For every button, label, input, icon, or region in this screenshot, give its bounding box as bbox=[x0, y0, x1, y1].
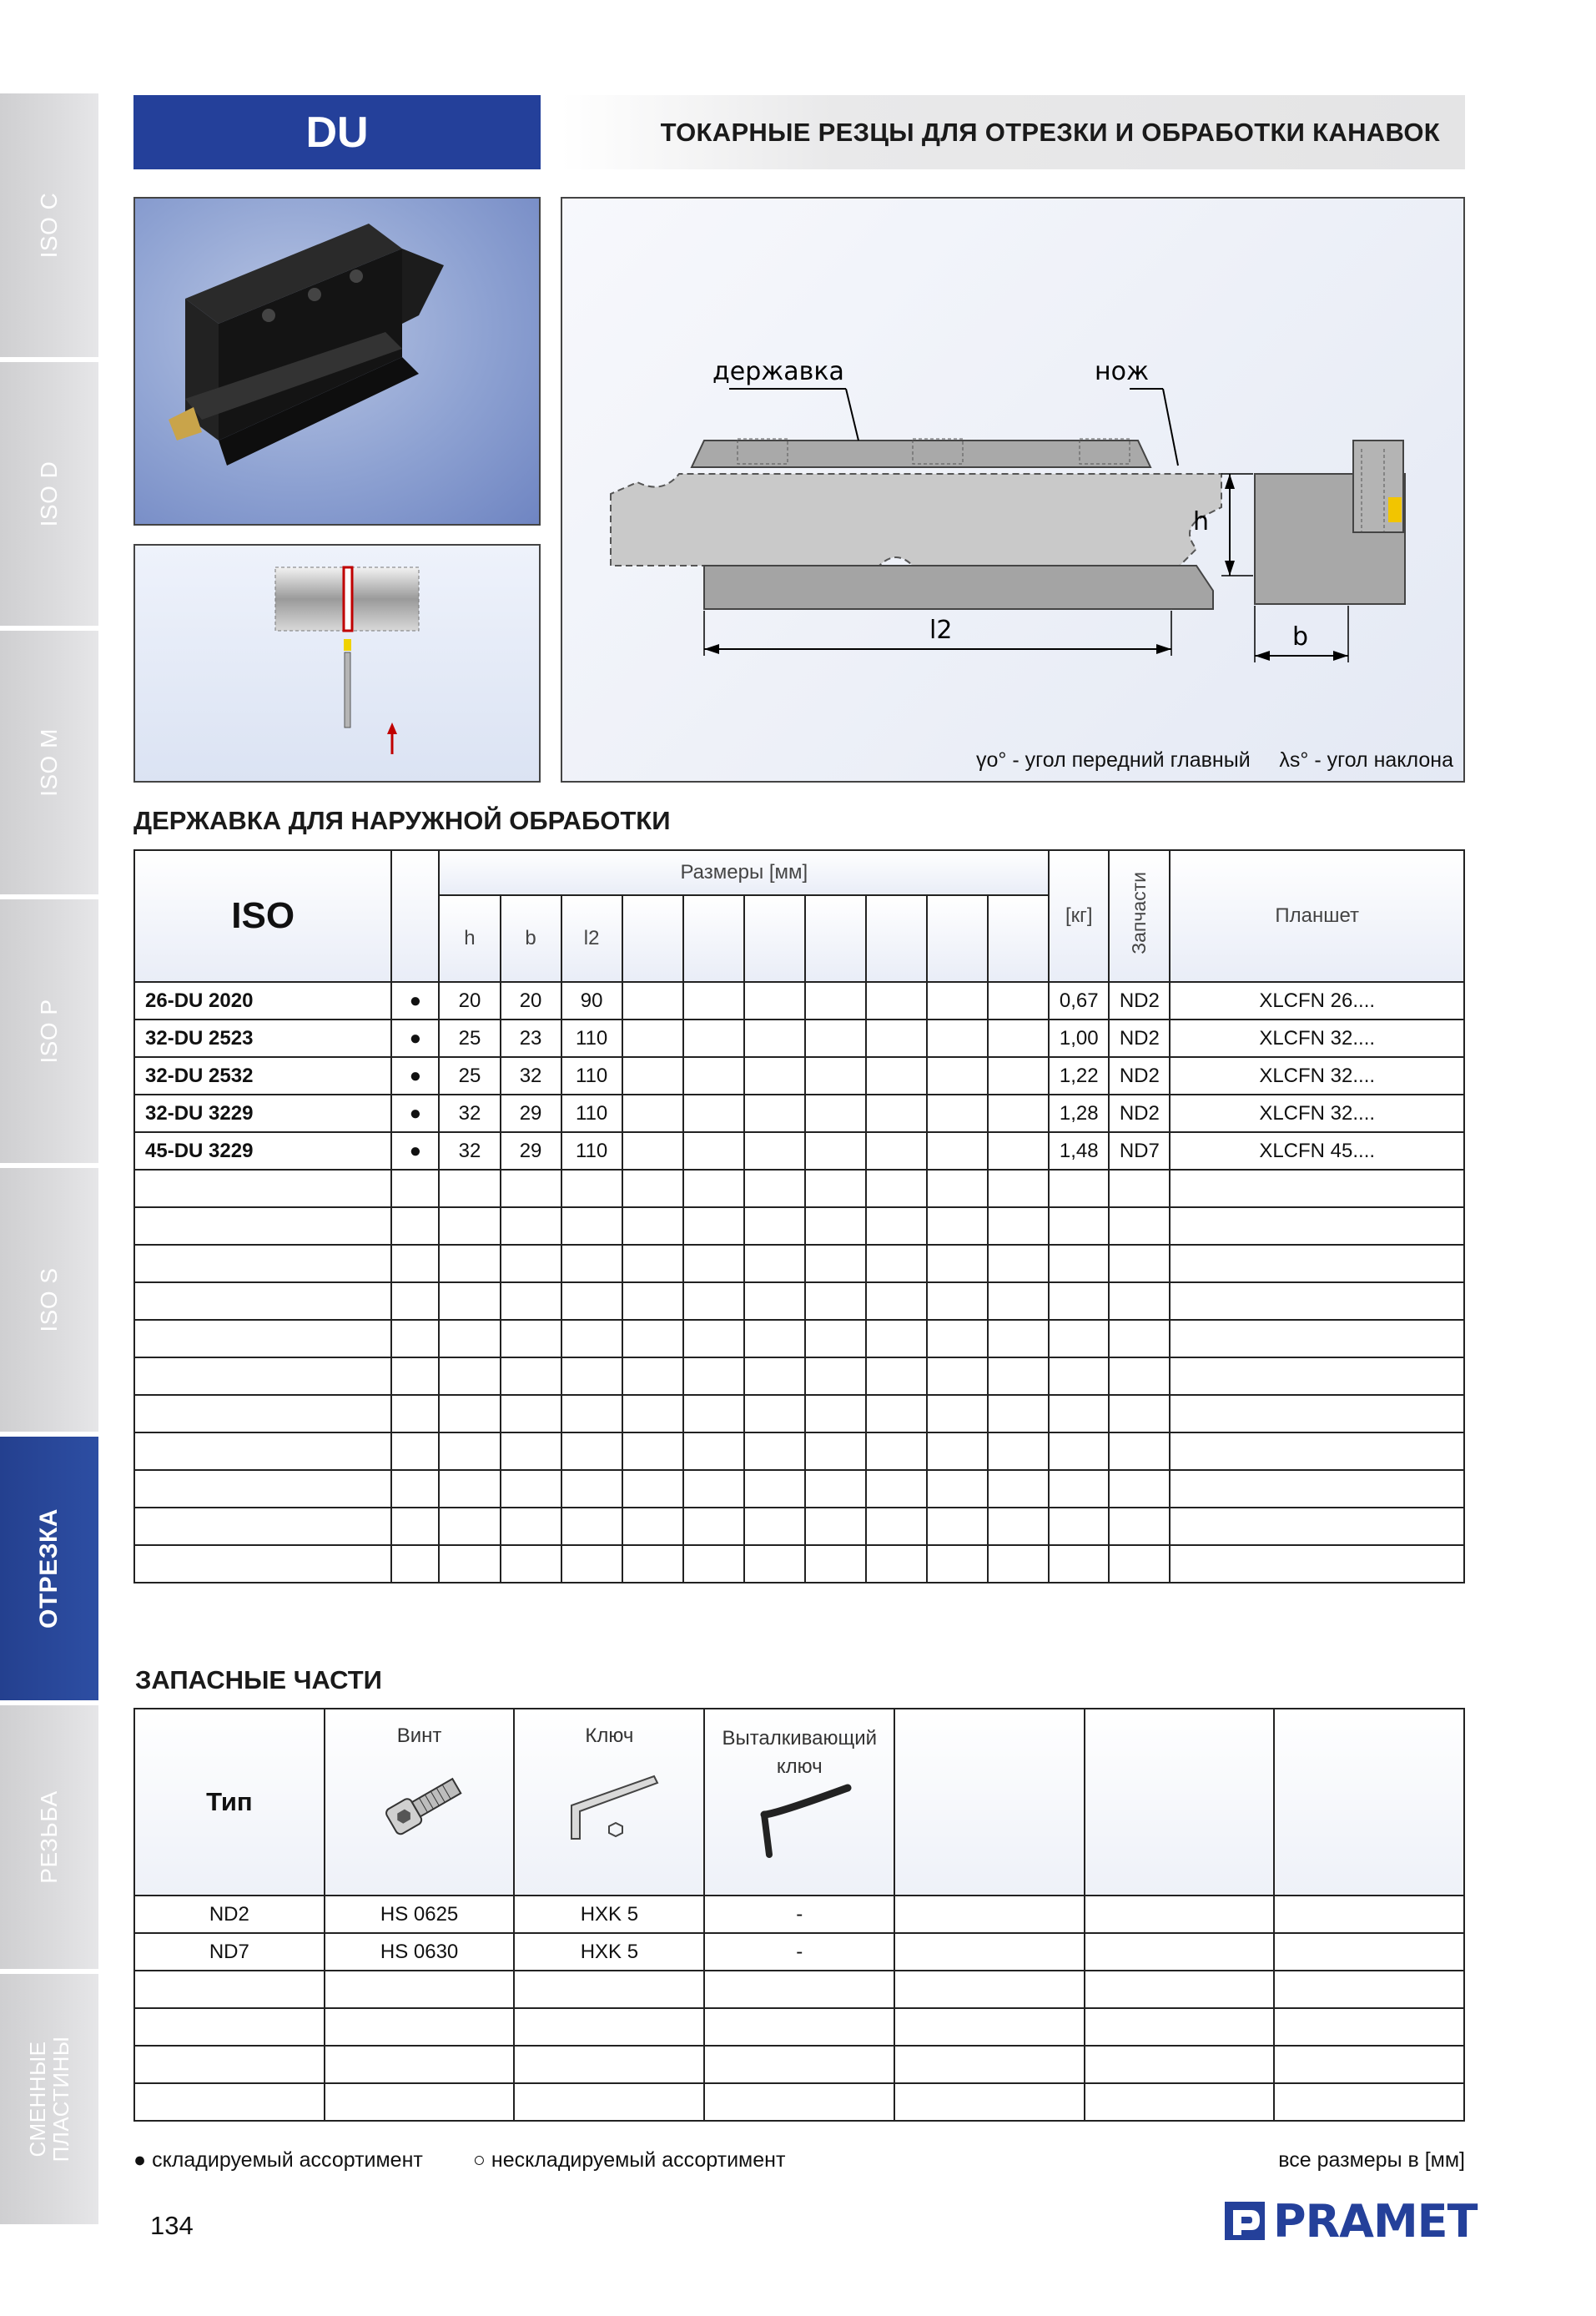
filled-circle-icon: ● bbox=[133, 2148, 147, 2172]
screw-icon bbox=[370, 1760, 470, 1851]
legend-stock bbox=[133, 2148, 423, 2173]
dims-header: Размеры [мм] bbox=[439, 850, 1049, 895]
label-l2: l2 bbox=[929, 616, 953, 645]
screw-cell: HS 0630 bbox=[325, 1933, 515, 1971]
empty-header bbox=[894, 1709, 1085, 1896]
spares-cell: ND2 bbox=[1109, 1020, 1170, 1057]
sidebar-tab-label: ОТРЕЗКА bbox=[35, 1508, 63, 1629]
screw-header bbox=[325, 1709, 515, 1896]
sidebar bbox=[0, 93, 100, 2229]
sidebar-tab-iso-d[interactable] bbox=[0, 362, 98, 626]
h-cell: 32 bbox=[439, 1132, 500, 1170]
plate-cell: XLCFN 32.... bbox=[1170, 1057, 1464, 1095]
eject-key-header-label-2: ключ bbox=[776, 1755, 823, 1778]
sidebar-tab-iso-m[interactable] bbox=[0, 631, 98, 894]
angle-note-inclination: λs° - угол наклона bbox=[1279, 748, 1453, 772]
h-cell: 20 bbox=[439, 982, 500, 1020]
sidebar-tab-label: ISO M bbox=[36, 728, 62, 797]
legend-stock-label: складируемый ассортимент bbox=[152, 2148, 423, 2172]
iso-cell: 26-DU 2020 bbox=[134, 982, 391, 1020]
h-cell: 25 bbox=[439, 1057, 500, 1095]
table-row bbox=[134, 1095, 1464, 1132]
sidebar-tab-iso-s[interactable] bbox=[0, 1168, 98, 1432]
table-row bbox=[134, 1020, 1464, 1057]
b-cell: 29 bbox=[501, 1095, 561, 1132]
screw-cell: HS 0625 bbox=[325, 1896, 515, 1933]
b-cell: 23 bbox=[501, 1020, 561, 1057]
holder-table bbox=[133, 849, 1465, 1583]
product-photo bbox=[133, 197, 541, 526]
empty-header bbox=[927, 895, 988, 982]
stock-cell: ● bbox=[391, 1132, 439, 1170]
weight-cell: 1,48 bbox=[1049, 1132, 1109, 1170]
iso-cell: 32-DU 2532 bbox=[134, 1057, 391, 1095]
l2-cell: 90 bbox=[561, 982, 622, 1020]
spares-cell: ND7 bbox=[1109, 1132, 1170, 1170]
empty-row bbox=[134, 1320, 1464, 1357]
empty-header bbox=[622, 895, 683, 982]
screw-header-label: Винт bbox=[396, 1724, 442, 1747]
b-cell: 29 bbox=[501, 1132, 561, 1170]
spare-section-title: ЗАПАСНЫЕ ЧАСТИ bbox=[135, 1665, 382, 1694]
empty-row bbox=[134, 2046, 1464, 2083]
units-note: все размеры в [мм] bbox=[1278, 2148, 1465, 2172]
b-cell: 32 bbox=[501, 1057, 561, 1095]
stock-cell: ● bbox=[391, 982, 439, 1020]
table-row bbox=[134, 1896, 1464, 1933]
h-cell: 32 bbox=[439, 1095, 500, 1132]
empty-row bbox=[134, 1282, 1464, 1320]
operation-sketch bbox=[133, 544, 541, 783]
empty-row bbox=[134, 1207, 1464, 1245]
col-h-header: h bbox=[439, 895, 500, 982]
empty-row bbox=[134, 1357, 1464, 1395]
weight-cell: 1,00 bbox=[1049, 1020, 1109, 1057]
holder-section-title: ДЕРЖАВКА ДЛЯ НАРУЖНОЙ ОБРАБОТКИ bbox=[133, 806, 671, 835]
empty-row bbox=[134, 1470, 1464, 1508]
empty-header bbox=[1085, 1709, 1275, 1896]
key-header-label: Ключ bbox=[585, 1724, 634, 1747]
eject-cell: - bbox=[704, 1933, 894, 1971]
col-l2-header: l2 bbox=[561, 895, 622, 982]
stock-cell: ● bbox=[391, 1057, 439, 1095]
table-row bbox=[134, 1933, 1464, 1971]
empty-row bbox=[134, 2008, 1464, 2046]
plate-cell: XLCFN 26.... bbox=[1170, 982, 1464, 1020]
page-title: ТОКАРНЫЕ РЕЗЦЫ ДЛЯ ОТРЕЗКИ И ОБРАБОТКИ КАНАВОК bbox=[660, 117, 1440, 147]
iso-header-label: ISO bbox=[231, 895, 295, 936]
plate-cell: XLCFN 45.... bbox=[1170, 1132, 1464, 1170]
brand-logo bbox=[1223, 2196, 1477, 2246]
label-blade: нож bbox=[1095, 357, 1149, 386]
sidebar-tab-label: ISO C bbox=[36, 192, 62, 259]
empty-row bbox=[134, 1432, 1464, 1470]
hex-key-icon bbox=[551, 1760, 667, 1851]
empty-header bbox=[683, 895, 744, 982]
empty-row bbox=[134, 1545, 1464, 1583]
label-b: b bbox=[1292, 622, 1309, 652]
sidebar-tab-threading[interactable] bbox=[0, 1705, 98, 1969]
empty-header bbox=[1274, 1709, 1464, 1896]
l2-cell: 110 bbox=[561, 1020, 622, 1057]
spares-cell: ND2 bbox=[1109, 1095, 1170, 1132]
table-row bbox=[134, 1132, 1464, 1170]
logo-text: PRAMET bbox=[1273, 2194, 1478, 2248]
l2-cell: 110 bbox=[561, 1132, 622, 1170]
plate-cell: XLCFN 32.... bbox=[1170, 1095, 1464, 1132]
sidebar-tab-inserts[interactable] bbox=[0, 1974, 98, 2224]
product-code: DU bbox=[305, 108, 369, 157]
empty-circle-icon: ○ bbox=[472, 2148, 486, 2172]
spare-parts-table bbox=[133, 1708, 1465, 2122]
angle-legend bbox=[976, 748, 1453, 773]
type-cell: ND2 bbox=[134, 1896, 325, 1933]
empty-row bbox=[134, 1170, 1464, 1207]
iso-cell: 32-DU 3229 bbox=[134, 1095, 391, 1132]
key-cell: HXK 5 bbox=[514, 1933, 704, 1971]
empty-row bbox=[134, 1395, 1464, 1432]
plate-cell: XLCFN 32.... bbox=[1170, 1020, 1464, 1057]
col-b-header: b bbox=[501, 895, 561, 982]
weight-cell: 1,22 bbox=[1049, 1057, 1109, 1095]
spares-cell: ND2 bbox=[1109, 1057, 1170, 1095]
eject-key-header-label-1: Выталкивающий bbox=[722, 1727, 878, 1750]
b-cell: 20 bbox=[501, 982, 561, 1020]
empty-header bbox=[866, 895, 927, 982]
h-cell: 25 bbox=[439, 1020, 500, 1057]
sidebar-tab-label: ISO D bbox=[36, 461, 62, 527]
empty-header bbox=[988, 895, 1049, 982]
type-cell: ND7 bbox=[134, 1933, 325, 1971]
eject-key-header bbox=[704, 1709, 894, 1896]
sidebar-tab-iso-p[interactable] bbox=[0, 899, 98, 1163]
sidebar-tab-label: ISO S bbox=[36, 1267, 62, 1332]
empty-header bbox=[744, 895, 805, 982]
label-h: h bbox=[1193, 507, 1210, 536]
angle-note-rake: γo° - угол передний главный bbox=[976, 748, 1251, 772]
weight-cell: 0,67 bbox=[1049, 982, 1109, 1020]
label-holder: державка bbox=[712, 357, 844, 386]
empty-row bbox=[134, 1971, 1464, 2008]
page-number: 134 bbox=[150, 2211, 194, 2240]
iso-cell: 32-DU 2523 bbox=[134, 1020, 391, 1057]
sidebar-tab-label: РЕЗЬБА bbox=[36, 1790, 62, 1884]
legend-nonstock bbox=[473, 2148, 786, 2173]
spares-header bbox=[1109, 850, 1170, 982]
technical-drawing bbox=[561, 197, 1465, 783]
spares-cell: ND2 bbox=[1109, 982, 1170, 1020]
empty-row bbox=[134, 1245, 1464, 1282]
key-cell: HXK 5 bbox=[514, 1896, 704, 1933]
stock-legend bbox=[133, 2148, 785, 2173]
eject-cell: - bbox=[704, 1896, 894, 1933]
key-header bbox=[514, 1709, 704, 1896]
holder-dimension-drawing bbox=[562, 199, 1463, 781]
empty-row bbox=[134, 1508, 1464, 1545]
empty-header bbox=[805, 895, 866, 982]
stock-cell: ● bbox=[391, 1095, 439, 1132]
table-row bbox=[134, 982, 1464, 1020]
stock-cell: ● bbox=[391, 1020, 439, 1057]
pramet-logo-icon bbox=[1223, 2198, 1268, 2243]
product-code-badge bbox=[133, 95, 541, 169]
sidebar-tab-parting[interactable] bbox=[0, 1437, 98, 1700]
sidebar-tab-iso-c[interactable] bbox=[0, 93, 98, 357]
empty-row bbox=[134, 2083, 1464, 2121]
weight-header: [кг] bbox=[1049, 850, 1109, 982]
sidebar-tab-label: ISO P bbox=[36, 999, 62, 1064]
table-row bbox=[134, 1057, 1464, 1095]
type-header: Тип bbox=[134, 1709, 325, 1896]
parting-operation-icon bbox=[135, 546, 539, 781]
spares-header-label: Запчасти bbox=[1128, 872, 1150, 954]
sidebar-tab-label: СМЕННЫЕ ПЛАСТИНЫ bbox=[25, 2036, 73, 2162]
stock-header bbox=[391, 850, 439, 982]
eject-key-icon bbox=[741, 1781, 858, 1865]
iso-cell: 45-DU 3229 bbox=[134, 1132, 391, 1170]
legend-nonstock-label: нескладируемый ассортимент bbox=[491, 2148, 786, 2172]
plate-header: Планшет bbox=[1170, 850, 1464, 982]
iso-header bbox=[134, 850, 391, 982]
page-title-bar bbox=[561, 95, 1465, 169]
weight-cell: 1,28 bbox=[1049, 1095, 1109, 1132]
l2-cell: 110 bbox=[561, 1057, 622, 1095]
l2-cell: 110 bbox=[561, 1095, 622, 1132]
tool-holder-image bbox=[135, 199, 539, 524]
